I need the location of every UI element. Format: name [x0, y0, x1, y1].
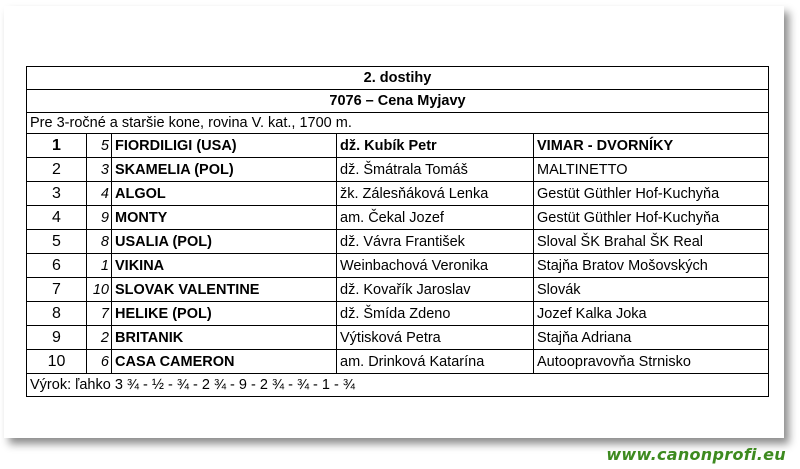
- jockey-cell: Výtisková Petra: [337, 326, 534, 350]
- horse-cell: HELIKE (POL): [112, 302, 337, 326]
- owner-cell: Sloval ŠK Brahal ŠK Real: [534, 230, 769, 254]
- race-results-table: [26, 66, 769, 397]
- place-cell: 7: [27, 278, 87, 302]
- horse-cell: USALIA (POL): [112, 230, 337, 254]
- number-cell: 4: [87, 182, 112, 206]
- owner-cell: Gestüt Güthler Hof-Kuchyňa: [534, 206, 769, 230]
- jockey-cell: am. Čekal Jozef: [337, 206, 534, 230]
- owner-cell: Stajňa Adriana: [534, 326, 769, 350]
- place-cell: 9: [27, 326, 87, 350]
- horse-cell: BRITANIK: [112, 326, 337, 350]
- number-cell: 6: [87, 350, 112, 374]
- number-cell: 8: [87, 230, 112, 254]
- table-row: [27, 206, 769, 230]
- place-cell: 3: [27, 182, 87, 206]
- place-cell: 6: [27, 254, 87, 278]
- horse-cell: VIKINA: [112, 254, 337, 278]
- number-cell: 9: [87, 206, 112, 230]
- watermark-link[interactable]: www.canonprofi.eu: [606, 445, 786, 464]
- table-row: [27, 326, 769, 350]
- horse-cell: FIORDILIGI (USA): [112, 134, 337, 158]
- owner-cell: Slovák: [534, 278, 769, 302]
- place-cell: 10: [27, 350, 87, 374]
- horse-cell: CASA CAMERON: [112, 350, 337, 374]
- place-cell: 1: [27, 134, 87, 158]
- number-cell: 2: [87, 326, 112, 350]
- owner-cell: MALTINETTO: [534, 158, 769, 182]
- jockey-cell: Weinbachová Veronika: [337, 254, 534, 278]
- jockey-cell: dž. Kubík Petr: [337, 134, 534, 158]
- jockey-cell: am. Drinková Katarína: [337, 350, 534, 374]
- table-row: [27, 134, 769, 158]
- jockey-cell: dž. Kovařík Jaroslav: [337, 278, 534, 302]
- table-row: [27, 254, 769, 278]
- race-title: 2. dostihy: [27, 67, 769, 90]
- number-cell: 1: [87, 254, 112, 278]
- owner-cell: Stajňa Bratov Mošovských: [534, 254, 769, 278]
- horse-cell: MONTY: [112, 206, 337, 230]
- number-cell: 7: [87, 302, 112, 326]
- number-cell: 10: [87, 278, 112, 302]
- place-cell: 4: [27, 206, 87, 230]
- horse-cell: SLOVAK VALENTINE: [112, 278, 337, 302]
- owner-cell: VIMAR - DVORNÍKY: [534, 134, 769, 158]
- race-margins: Výrok: ľahko 3 ¾ - ½ - ¾ - 2 ¾ - 9 - 2 ¾ - ¾ - 1 - ¾: [27, 374, 769, 397]
- place-cell: 5: [27, 230, 87, 254]
- number-cell: 5: [87, 134, 112, 158]
- horse-cell: SKAMELIA (POL): [112, 158, 337, 182]
- table-row: [27, 158, 769, 182]
- race-conditions: Pre 3-ročné a staršie kone, rovina V. kat., 1700 m.: [27, 113, 769, 134]
- table-row: [27, 302, 769, 326]
- place-cell: 8: [27, 302, 87, 326]
- place-cell: 2: [27, 158, 87, 182]
- owner-cell: Jozef Kalka Joka: [534, 302, 769, 326]
- table-row: [27, 230, 769, 254]
- table-row: [27, 278, 769, 302]
- table-row: [27, 182, 769, 206]
- table-row: [27, 350, 769, 374]
- jockey-cell: dž. Šmátrala Tomáš: [337, 158, 534, 182]
- horse-cell: ALGOL: [112, 182, 337, 206]
- owner-cell: Autoopravovňa Strnisko: [534, 350, 769, 374]
- jockey-cell: dž. Vávra František: [337, 230, 534, 254]
- jockey-cell: dž. Šmída Zdeno: [337, 302, 534, 326]
- race-name: 7076 – Cena Myjavy: [27, 90, 769, 113]
- number-cell: 3: [87, 158, 112, 182]
- owner-cell: Gestüt Güthler Hof-Kuchyňa: [534, 182, 769, 206]
- jockey-cell: žk. Zálesňáková Lenka: [337, 182, 534, 206]
